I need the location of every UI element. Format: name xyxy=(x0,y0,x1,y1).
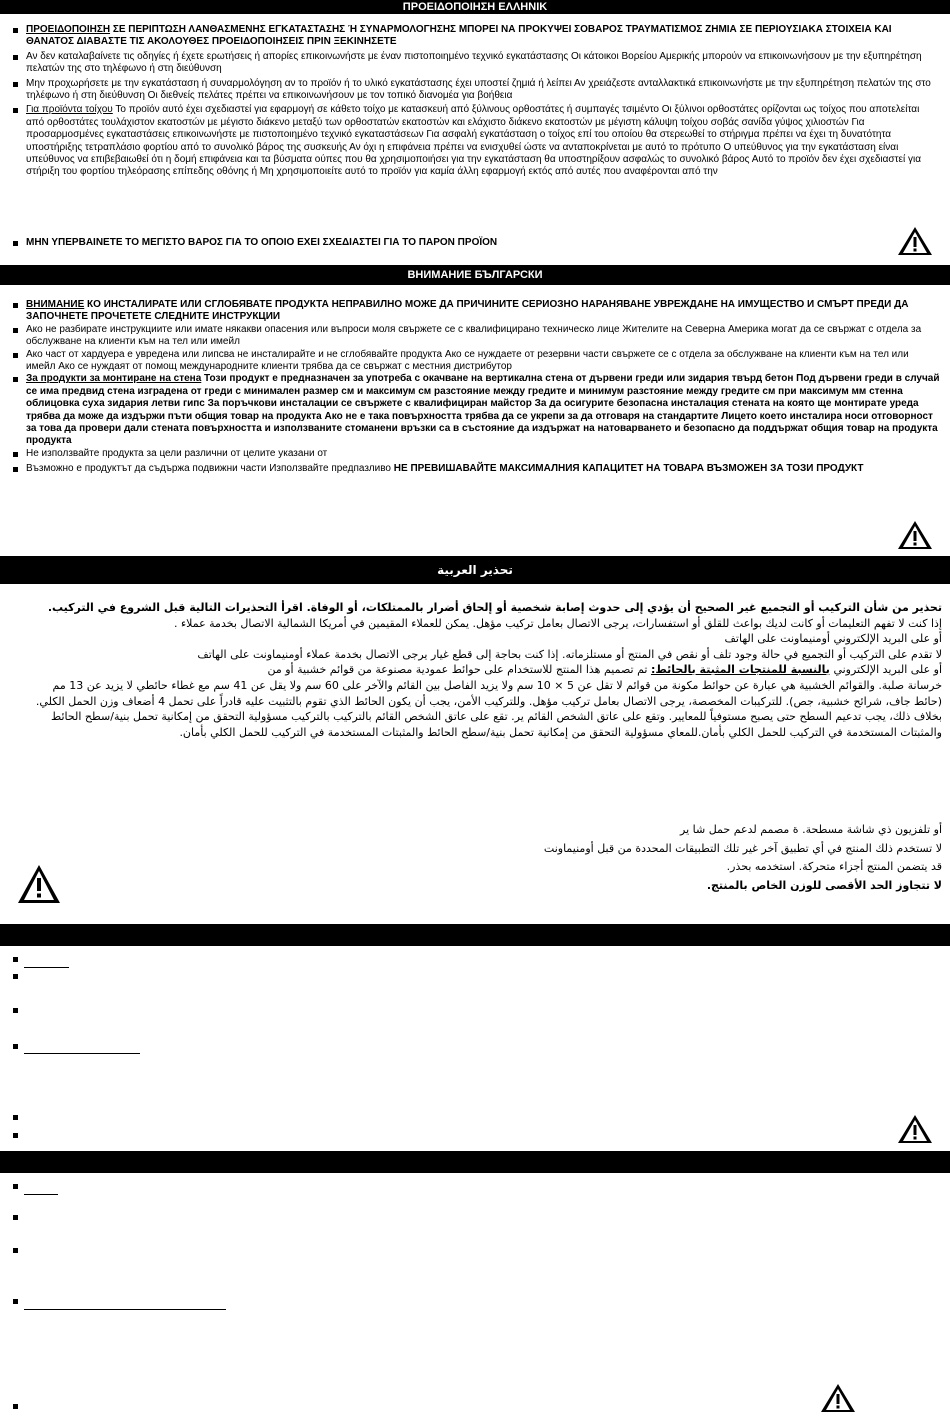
list-bullet xyxy=(13,974,18,979)
bulgarian-warning-text: КО ИНСТАЛИРАТЕ ИЛИ СГЛОБЯВАТЕ ПРОДУКТА НЕПРАВИЛНО МОЖЕ ДА ПРИЧИНИТЕ СЕРИОЗНО НАРАНЯВАНЕ УВРЕЖДАНЕ НА ИМУЩЕСТВО И СМЪРТ ПРЕДИ ДА ЗАПОЧНЕТЕ ПРОЧЕТЕТЕ СЛЕДНИТЕ ИНСТРУКЦИИ xyxy=(26,299,909,323)
list-item xyxy=(10,104,940,178)
list-item xyxy=(10,78,940,103)
list-bullet xyxy=(13,1248,18,1253)
arabic-warning-text: تحذير من شأن التركيب أو التجميع غير الصحيح أن يؤدي إلى حدوث إصابة شخصية أو إلحاق أضرار بالممتلكات، أو الوفاة. اقرأ التحذيرات التالية قبل الشروع في التركيب. xyxy=(47,601,942,614)
underline-placeholder xyxy=(24,1053,140,1054)
bulgarian-item-text: Не използвайте продукта за цели различни от целите указани от xyxy=(26,447,328,459)
list-item xyxy=(10,448,940,460)
arabic-text: تم تصميم هذا المنتج للاستخدام على حوائط عمودية مصنوعة من قوائم خشبية أو من xyxy=(267,663,651,677)
arabic-text: أو على البريد الإلكتروني xyxy=(829,663,942,677)
list-bullet xyxy=(13,1404,18,1409)
arabic-wall-products-label: بالنسبة للمنتجات المثبتة بالحائط: xyxy=(650,663,830,677)
empty-section-header xyxy=(0,1151,950,1173)
arabic-paragraph xyxy=(22,662,942,678)
warning-triangle-icon xyxy=(17,864,61,904)
arabic-paragraph: إذا كنت لا تفهم التعليمات أو كانت لديك بواعث للقلق أو استفسارات، يرجى الاتصال بعامل تركيب مؤهل. يمكن للعملاء المقيمين في أمريكا الشمالية الاتصال بخدمة عملاء . xyxy=(174,616,942,630)
list-bullet xyxy=(13,1044,18,1049)
arabic-paragraph: لا تقدم على التركيب أو التجميع في حالة وجود تلف أو نقص في المنتج أو مستلزماته. إذا كنت بحاجة إلى قطع غيار يرجى الاتصال بخدمة عملاء أومنيماونت على الهاتف xyxy=(197,647,942,661)
bulgarian-section-header: ВНИМАНИЕ БЪЛГАРСКИ xyxy=(0,265,950,285)
greek-item-text: Αν δεν καταλαβαίνετε τις οδηγίες ή έχετε ερωτήσεις ή απορίες επικοινωνήστε με έναν πιστοποιημένο τεχνικό εγκατάστασης Οι κάτοικοι Βορείου Αμερικής μπορούν να επικοινωνήσουν με την εξυπηρέτηση πελατών της στο τηλέφωνο ή στη διεύθυνση xyxy=(26,50,922,75)
warning-triangle-icon xyxy=(820,1383,856,1413)
arabic-max-weight-text: لا تتجاوز الحد الأقصى للوزن الخاص بالمنتج. xyxy=(706,878,942,892)
greek-max-weight-text: ΜΗΝ ΥΠΕΡΒΑΙΝΕΤΕ ΤΟ ΜΕΓΙΣΤΟ ΒΑΡΟΣ ΓΙΑ ΤΟ ΟΠΟΙΟ ΕΧΕΙ ΣΧΕΔΙΑΣΤΕΙ ΓΙΑ ΤΟ ΠΑΡΟΝ ΠΡΟΪΟΝ xyxy=(26,237,498,248)
list-bullet xyxy=(13,1008,18,1013)
list-bullet xyxy=(13,1299,18,1304)
greek-warning-label: ΠΡΟΕΙΔΟΠΟΙΗΣΗ xyxy=(26,24,111,35)
arabic-paragraph: قد يتضمن المنتج أجزاء متحركة. استخدمه بحذر. xyxy=(726,860,942,874)
list-item xyxy=(10,373,940,447)
greek-max-weight xyxy=(10,237,940,249)
bulgarian-item-text: Ако не разбирате инструкциите или имате някакви опасения или въпроси моля свържете се с квалифицирано техническо лице Жителите на Северна Америка могат да се свържат с отдела за обслужване на клиенти към на тел или имейл xyxy=(26,323,922,348)
greek-warning-text: ΣΕ ΠΕΡΙΠΤΩΣΗ ΛΑΝΘΑΣΜΕΝΗΣ ΕΓΚΑΤΑΣΤΑΣΗΣ Ή ΣΥΝΑΡΜΟΛΟΓΗΣΗΣ ΜΠΟΡΕΙ ΝΑ ΠΡΟΚΥΨΕΙ ΣΟΒΑΡΟΣ ΤΡΑΥΜΑΤΙΣΜΟΣ ΖΗΜΙΑ ΣΕ ΠΕΡΙΟΥΣΙΑΚΑ ΣΤΟΙΧΕΙΑ ΚΑΙ ΘΑΝΑΤΟΣ ΔΙΑΒΑΣΤΕ ΤΙΣ ΑΚΟΛΟΥΘΕΣ ΠΡΟΕΙΔΟΠΟΙΗΣΕΙΣ ΠΡΙΝ ΞΕΚΙΝΗΣΕΤΕ xyxy=(26,24,892,48)
warning-triangle-icon xyxy=(897,1114,933,1144)
list-bullet xyxy=(13,1133,18,1138)
list-bullet xyxy=(13,957,18,962)
bulgarian-item-text: Ако част от хардуера е увредена или липсва не инсталирайте и не сглобявайте продукта Ако се нуждаете от резервни части свържете се с отдела за обслужване на клиенти към на тел или имейл Ако се нуждаят от помощ международните клиенти трябва да се свържат с местния дистрибутор xyxy=(26,348,909,373)
list-bullet xyxy=(13,1184,18,1189)
list-bullet xyxy=(13,1115,18,1120)
bulgarian-item-text: Този продукт е предназначен за употреба с окачване на вертикална стена от дървени греди или зидария твърд бетон Под дървени греди в случай се има предвид стена изградена от греди с минимален размер см и максимум см разстояние между гредите и минимум разстояние между гредите см при максимум мм стенна облицовка суха зидария летви гипс За поръчкови инсталации се свържете с квалифициран майстор За да осигурите безопасна инсталация стената на която ще монтирате уреда трябва да може да издържи пъти общия товар на продукта Ако не е така повърхността трябва да се укрепи за да отговаря на стандартите Лицето което инсталира носи отговорност за това да провери дали стената повърхността и използваните стоманени връзки са в състояние да издържат на натоварването и безопасно да поддържат общия товар на продукта продукта xyxy=(26,373,940,447)
arabic-paragraph: أو تلفزيون ذي شاشة مسطحة. ة مصمم لدعم حمل شا ير xyxy=(680,823,942,836)
greek-warnings xyxy=(10,24,940,179)
list-item xyxy=(10,51,940,76)
greek-item-text: Το προϊόν αυτό έχει σχεδιαστεί για εφαρμογή σε κάθετο τοίχο με κατασκευή από ξύλινους ορθοστάτες ή συμπαγές τσιμέντο Οι ξύλινοι ορθοστάτες ορίζονται ως τοίχος που αποτελείται από ορθοστάτες τουλάχιστον εκατοστών με μέγιστο διάκενο μεταξύ των ορθοστατών εκατοστών και ελάχιστο διάκενο εκατοστών με μέγιστη κάλυψη τοίχου σοβάς σανίδα γύψος χιλιοστών Για προσαρμοσμένες εγκαταστάσεις επικοινωνήστε με πιστοποιημένο τεχνικό εγκαταστάσεων Για ασφαλή εγκατάσταση ο τοίχος επί του οποίου θα στερεωθεί το στήριγμα πρέπει να έχει τη δυνατότητα υποστήριξης τετραπλάσιο φορτίου από το συνολικό βάρος της συσκευής Αν όχι η επιφάνεια πρέπει να ενισχυθεί ώστε να ανταποκρίνεται με αυτό το πρότυπο Ο υπεύθυνος για την εγκατάσταση είναι υπεύθυνος να επιβεβαιωθεί ότι η δομή επιφάνεια και τα βύσματα ούπες που θα χρησιμοποιήσει για την εγκατάσταση θα υποστηρίξουν ασφαλώς το συνολικό βάρος Αυτό το προϊόν δεν έχει σχεδιαστεί για στήριξη του φορτίου τηλεόρασης επίπεδης οθόνης ή Μη χρησιμοποιείτε αυτό το προϊόν για καμία άλλη εφαρμογή εκτός από αυτές που αναφέρονται από την xyxy=(26,104,922,178)
list-bullet xyxy=(13,1215,18,1220)
list-item xyxy=(10,349,940,374)
arabic-paragraph: خرسانة صلبة. والقوائم الخشبية هي عبارة عن حوائط مكونة من قوائم لا تقل عن 5 × 10 سم ولا يزيد الفاصل بين القائم والآخر على 60 سم ولا يقل عن 41 سم مع غطاء حائطي لا يزيد عن 13 مم (حائط جاف، شرائح خشبية، جص). للتركيبات المخصصة، يرجى الاتصال بعامل تركيب مؤهل. وللتركيب الأمن، يجب أن يكون الحائط الذي تقوم بالتثبيت عليه قادراً على تحمل 4 أضعاف وزن الحمل الكلي. بخلاف ذلك، يجب تدعيم السطح حتى يصبح مستوفياً للمعايير. وتقع على عاتق الشخص القائم ير. تقع على عاتق الشخص القائم بالتركيب بالتركيب مسؤولية التحقق من إمكانية تحمل بنية/سطح الحائط والمثبتات المستخدمة في التركيب للحمل الكلي بأمان.للمعاي مسؤولية التحقق من إمكانية تحمل بنية/سطح الحائط والمثبتات المستخدمة في التركيب للحمل الكلي بأمان. xyxy=(35,678,942,739)
list-item xyxy=(10,463,940,475)
warning-triangle-icon xyxy=(897,520,933,550)
arabic-paragraph: أو على البريد الإلكتروني أومنيماونت على الهاتف xyxy=(724,632,942,646)
list-item xyxy=(10,299,940,324)
underline-placeholder xyxy=(24,1309,226,1310)
arabic-section-header: تحذير العربية xyxy=(0,556,950,584)
underline-placeholder xyxy=(24,1194,58,1195)
warning-triangle-icon xyxy=(897,226,933,256)
bulgarian-wall-products-label: За продукти за монтиране на стена xyxy=(26,373,202,385)
list-item xyxy=(10,324,940,349)
bulgarian-max-capacity-text: НЕ ПРЕВИШАВАЙТЕ МАКСИМАЛНИЯ КАПАЦИТЕТ НА ТОВАРА ВЪЗМОЖЕН ЗА ТОЗИ ПРОДУКТ xyxy=(393,463,864,475)
greek-section-header: ΠΡΟΕΙΔΟΠΟΙΗΣΗ ΕΛΛΗΝΙΚ xyxy=(0,0,950,14)
list-item xyxy=(10,24,940,49)
arabic-paragraph: لا تستخدم ذلك المنتج في أي تطبيق آخر غير تلك التطبيقات المحددة من قبل أومنيماونت xyxy=(543,841,942,855)
bulgarian-warnings xyxy=(10,299,940,476)
underline-placeholder xyxy=(24,967,69,968)
arabic-warnings-lower xyxy=(22,822,942,893)
greek-wall-products-label: Για προϊόντα τοίχου xyxy=(26,104,113,116)
list-item xyxy=(10,237,940,249)
greek-item-text: Μην προχωρήσετε με την εγκατάσταση ή συναρμολόγηση αν το προϊόν ή το υλικό εγκατάστασης έχει υποστεί ζημιά ή λείπει Αν χρειάζεστε ανταλλακτικά επικοινωνήστε με την εξυπηρέτηση πελατών της στο τηλέφωνο ή στη διεύθυνση Οι διεθνείς πελάτες πρέπει να επικοινωνήσουν με τον τοπικό διανομέα για βοήθεια xyxy=(26,77,931,102)
bulgarian-warning-label: ВНИМАНИЕ xyxy=(26,299,85,310)
arabic-warnings xyxy=(22,600,942,740)
empty-section-header xyxy=(0,924,950,946)
bulgarian-item-text: Възможно е продуктът да съдържа подвижни части Използвайте предпазливо xyxy=(26,463,394,475)
